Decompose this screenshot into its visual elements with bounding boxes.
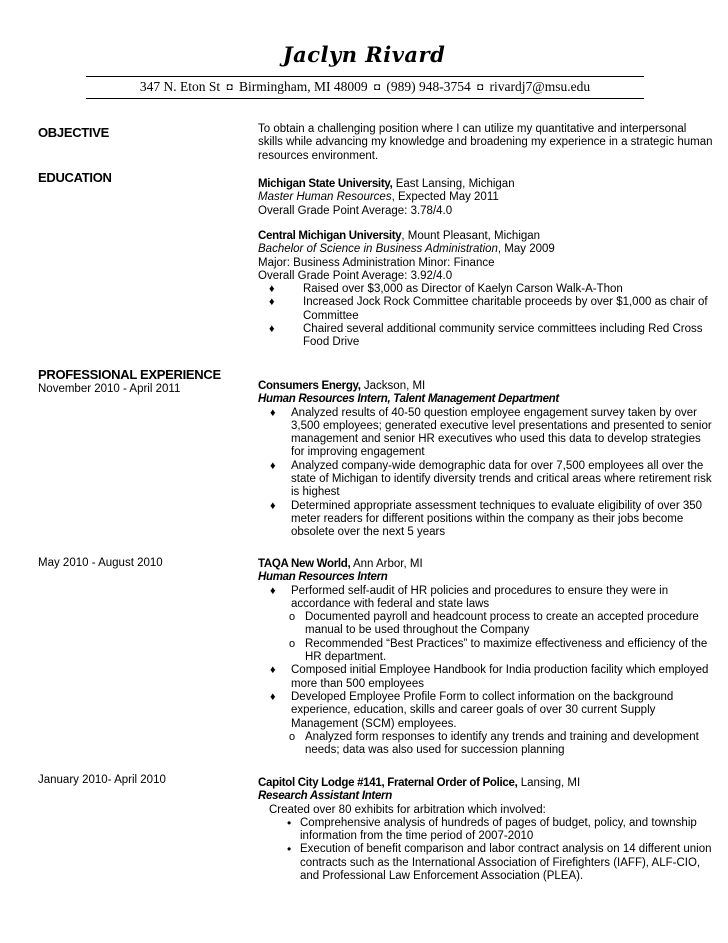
consumers-role: Human Resources Intern, Talent Management Department [258, 393, 559, 406]
separator-icon: ◘ [373, 82, 380, 93]
cmu-gpa: Overall Grade Point Average: 3.92/4.0 [258, 269, 453, 282]
experience-consumers-energy [258, 380, 714, 540]
separator-icon: ◘ [477, 82, 484, 93]
heading-experience: PROFESSIONAL EXPERIENCE [38, 367, 221, 382]
list-item: o Recommended “Best Practices” to maximize effectiveness and efficiency of the HR department. [289, 637, 708, 664]
objective-text: To obtain a challenging position where I can utilize my quantitative and interpersonal skills while advancing my knowledge and broadening my experience in a strategic human resources environment. [258, 123, 713, 162]
diamond-bullet-icon: ♦ [270, 499, 276, 512]
experience-taqa [258, 558, 714, 757]
list-item: ♦ Raised over $3,000 as Director of Kaelyn Carson Walk-A-Thon [269, 283, 623, 296]
list-item: ♦ Performed self-audit of HR policies and procedures to ensure they were in accordance with federal and state laws o Documented payroll and headcount process to create an accepted procedure manual to be used throughout the Company o Recommended “Best Practices” to maximize effectiveness and efficiency of the HR department. [258, 585, 714, 665]
circle-bullet-icon: o [289, 611, 296, 624]
diamond-bullet-icon: ♦ [269, 323, 275, 336]
heading-education: EDUCATION [38, 170, 112, 185]
dot-bullet-icon: • [287, 815, 292, 830]
cmu-school: Central Michigan University [258, 230, 402, 242]
msu-degree: Master Human Resources [258, 191, 392, 204]
msu-location: East Lansing, Michigan [392, 178, 515, 190]
cmu-degree: Bachelor of Science in Business Administration [258, 243, 498, 256]
header-rule-top [86, 76, 644, 77]
diamond-bullet-icon: ♦ [269, 296, 275, 309]
list-item: ♦ Increased Jock Rock Committee charitable proceeds by over $1,000 as chair of Committee [269, 296, 708, 322]
education-msu [258, 178, 714, 218]
diamond-bullet-icon: ♦ [270, 690, 276, 703]
cmu-location: , Mount Pleasant, Michigan [401, 230, 541, 242]
capitol-role: Research Assistant Intern [258, 790, 392, 803]
list-item: o Documented payroll and headcount process to create an accepted procedure manual to be used throughout the Company [289, 611, 699, 637]
heading-objective: OBJECTIVE [38, 125, 109, 140]
circle-bullet-icon: o [289, 637, 296, 650]
email: rivardj7@msu.edu [489, 79, 591, 94]
msu-degree-line [258, 191, 714, 204]
consumers-org: Consumers Energy, [258, 380, 361, 392]
circle-bullet-icon: o [289, 730, 296, 743]
capitol-intro: Created over 80 exhibits for arbitration which involved: [269, 803, 546, 816]
capitol-org-line [258, 777, 714, 790]
diamond-bullet-icon: ♦ [270, 406, 276, 419]
diamond-bullet-icon: ♦ [270, 459, 276, 472]
date-capitol-city: January 2010- April 2010 [38, 774, 166, 786]
objective-block [258, 123, 714, 163]
list-item: ♦ Chaired several additional community service committees including Red Cross Food Drive [269, 323, 703, 349]
phone: (989) 948-3754 [386, 79, 471, 94]
msu-school: Michigan State University, [258, 178, 393, 190]
cmu-major: Major: Business Administration Minor: Finance [258, 256, 495, 269]
contact-line [86, 79, 644, 95]
list-item: ♦ Determined appropriate assessment techniques to evaluate eligibility of over 350 meter readers for different positions within the company as their jobs become obsolete over the next 5 years [270, 499, 703, 539]
candidate-name: Jaclyn Rivard [282, 42, 446, 67]
date-taqa: May 2010 - August 2010 [38, 557, 163, 569]
cmu-bullet-list [258, 283, 714, 349]
taqa-org: TAQA New World, [258, 558, 351, 570]
separator-icon: ◘ [226, 82, 233, 93]
cmu-date: , May 2009 [497, 243, 555, 256]
taqa-sub-list [258, 731, 714, 758]
consumers-org-line [258, 380, 714, 393]
cmu-degree-line [258, 243, 714, 256]
taqa-sub-list [258, 611, 714, 664]
header-rule-bottom [86, 98, 644, 99]
address: 347 N. Eton St [139, 79, 221, 94]
date-consumers-energy: November 2010 - April 2011 [38, 383, 181, 395]
list-item: ♦ Composed initial Employee Handbook for India production facility which employed more than 500 employees [270, 664, 709, 690]
diamond-bullet-icon: ♦ [270, 664, 276, 677]
cmu-school-line [258, 230, 714, 243]
list-item: ♦ Developed Employee Profile Form to collect information on the background experience, education, skills and career goals of over 30 current Supply Management (SCM) employees. o Analyzed form responses to identify any trends and training and development needs; data was also used for succession planning [258, 691, 714, 757]
msu-school-line [258, 178, 714, 191]
dot-bullet-icon: • [287, 842, 292, 857]
capitol-bullet-list [258, 817, 714, 883]
msu-gpa: Overall Grade Point Average: 3.78/4.0 [258, 204, 453, 217]
list-item: • Comprehensive analysis of hundreds of pages of budget, policy, and township information from the time period of 2007-2010 [287, 815, 697, 843]
consumers-bullet-list [258, 407, 714, 540]
diamond-bullet-icon: ♦ [270, 584, 276, 597]
capitol-location: Lansing, MI [517, 777, 581, 789]
capitol-org: Capitol City Lodge #141, Fraternal Order of Police, [258, 777, 518, 789]
taqa-org-line [258, 558, 714, 571]
experience-capitol-city [258, 777, 714, 883]
diamond-bullet-icon: ♦ [269, 283, 275, 296]
consumers-location: Jackson, MI [360, 380, 426, 392]
msu-expected: , Expected May 2011 [391, 191, 499, 204]
taqa-role: Human Resources Intern [258, 571, 388, 584]
taqa-location: Ann Arbor, MI [350, 558, 423, 570]
list-item: o Analyzed form responses to identify any trends and training and development needs; data was also used for succession planning [289, 730, 699, 757]
list-item: ♦ Analyzed company-wide demographic data for over 7,500 employees all over the state of Michigan to identify diversity trends and critical areas where retirement risk is highest [270, 459, 712, 499]
education-cmu [258, 230, 714, 350]
taqa-bullet-list [258, 585, 714, 758]
list-item: ♦ Analyzed results of 40-50 question employee engagement survey taken by over 3,500 employees; generated executive level presentations and presented to senior management and senior HR executives who used this data to develop strategies for improving engagement [270, 406, 712, 459]
list-item: • Execution of benefit comparison and labor contract analysis on 14 different union contracts such as the International Association of Firefighters (IAFF), ALF-CIO, and Professional Law Enforcement Association (PLEA). [287, 842, 712, 883]
city: Birmingham, MI 48009 [238, 79, 368, 94]
